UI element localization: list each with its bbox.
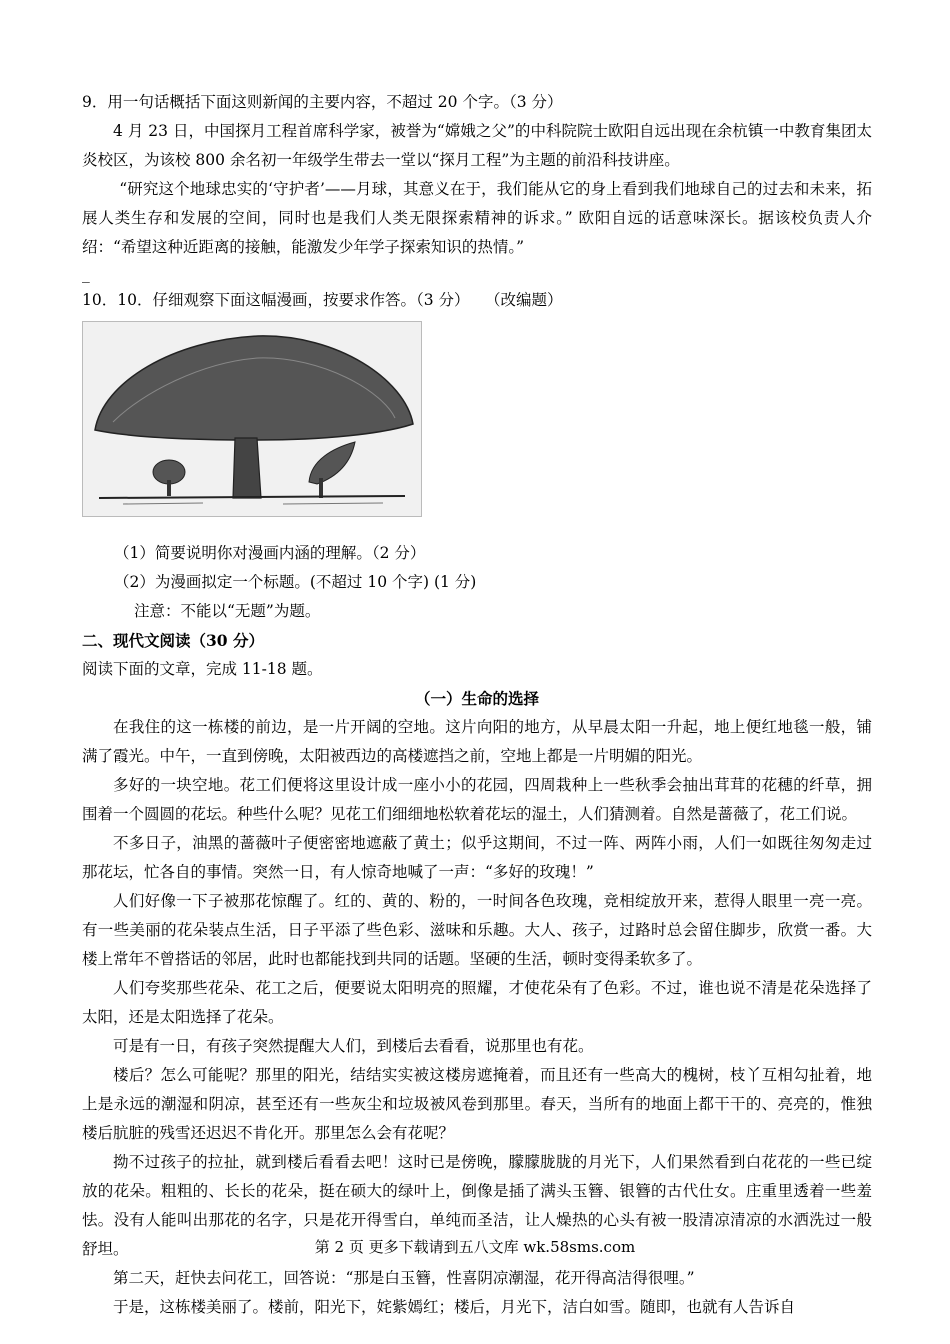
- news-paragraph-1: 4 月 23 日，中国探月工程首席科学家，被誉为“嫦娥之父”的中科院院士欧阳自远出现在余杭镇一中教育集团太炎校区，为该校 800 余名初一年级学生带去一堂以“探月工程”为主题的前沿科技讲座。: [82, 122, 872, 169]
- article-paragraph: 于是，这栋楼美丽了。楼前，阳光下，姹紫嫣红；楼后，月光下，洁白如雪。随即，也就有人告诉自: [113, 1298, 796, 1316]
- tree-cartoon-image: [82, 321, 422, 517]
- article-paragraph: 人们夸奖那些花朵、花工之后，便要说太阳明亮的照耀，才使花朵有了色彩。不过，谁也说不清是花朵选择了太阳，还是太阳选择了花朵。: [82, 979, 872, 1026]
- question-10-note: 注意：不能以“无题”为题。: [134, 602, 321, 620]
- article-paragraph: 不多日子，油黑的蔷薇叶子便密密地遮蔽了黄土；似乎这期间，不过一阵、两阵小雨，人们一如既往匆匆走过那花坛，忙各自的事情。突然一日，有人惊奇地喊了一声：“多好的玫瑰！”: [82, 834, 872, 881]
- question-10-stem: 10．10．仔细观察下面这幅漫画，按要求作答。（3 分） （改编题）: [82, 291, 563, 309]
- article-paragraph: 第二天，赶快去问花工，回答说：“那是白玉簪，性喜阴凉潮湿，花开得高洁得很哩。”: [113, 1269, 695, 1287]
- article-paragraph: 拗不过孩子的拉扯，就到楼后看看去吧！这时已是傍晚，朦朦胧胧的月光下，人们果然看到白花花的一些已绽放的花朵。粗粗的、长长的花朵，挺在硕大的绿叶上，倒像是插了满头玉簪、银簪的古代仕女。庄重里透着一些羞怯。没有人能叫出那花的名字，只是花开得雪白，单纯而圣洁，让人燥热的心头有被一股清凉清凉的水洒洗过一般舒坦。: [82, 1153, 872, 1258]
- article-paragraph: 可是有一日，有孩子突然提醒大人们，到楼后去看看，说那里也有花。: [113, 1037, 594, 1055]
- page-footer: 第 2 页 更多下载请到五八文库 wk.58sms.com: [314, 1238, 636, 1256]
- question-10-sub-1: （1）简要说明你对漫画内涵的理解。（2 分）: [114, 544, 426, 562]
- question-9-stem: 9．用一句话概括下面这则新闻的主要内容，不超过 20 个字。（3 分）: [82, 93, 563, 111]
- article-paragraph: 楼后？怎么可能呢？那里的阳光，结结实实被这楼房遮掩着，而且还有一些高大的槐树，枝丫互相勾扯着，地上是永远的潮湿和阴凉，甚至还有一些灰尘和垃圾被风卷到那里。春天，当所有的地面上都干干的、亮亮的，惟独楼后肮脏的残雪还迟迟不肯化开。那里怎么会有花呢？: [82, 1066, 872, 1142]
- section-heading: 二、现代文阅读（30 分）: [82, 631, 264, 650]
- article-paragraph: 多好的一块空地。花工们便将这里设计成一座小小的花园，四周栽种上一些秋季会抽出茸茸的花穗的纤草，拥围着一个圆圆的花坛。种些什么呢？见花工们细细地松软着花坛的湿土，人们猜测着。自然是蔷薇了，花工们说。: [82, 776, 872, 823]
- question-10-sub-2: （2）为漫画拟定一个标题。(不超过 10 个字) (1 分): [114, 573, 477, 591]
- article-paragraph: 人们好像一下子被那花惊醒了。红的、黄的、粉的，一时间各色玫瑰，竞相绽放开来，惹得人眼里一亮一亮。有一些美丽的花朵装点生活，日子平添了些色彩、滋味和乐趣。大人、孩子，过路时总会留住脚步，欣赏一番。大楼上常年不曾搭话的邻居，此时也都能找到共同的话题。坚硬的生活，顿时变得柔软多了。: [82, 892, 872, 968]
- article-paragraph: 在我住的这一栋楼的前边，是一片开阔的空地。这片向阳的地方，从早晨太阳一升起，地上便红地毯一般，铺满了霞光。中午，一直到傍晚，太阳被西边的高楼遮挡之前，空地上都是一片明媚的阳光。: [82, 718, 872, 765]
- answer-blank: _: [82, 265, 90, 283]
- news-paragraph-2: “研究这个地球忠实的‘守护者’——月球，其意义在于，我们能从它的身上看到我们地球自己的过去和未来，拓展人类生存和发展的空间，同时也是我们人类无限探索精神的诉求。” 欧阳自远的话意味深长。据该校负责人介绍：“希望这种近距离的接触，能激发少年学子探索知识的热情。”: [82, 180, 872, 256]
- page-content: [82, 88, 872, 1322]
- article-title: （一）生命的选择: [414, 689, 539, 708]
- section-instruction: 阅读下面的文章，完成 11-18 题。: [82, 660, 323, 678]
